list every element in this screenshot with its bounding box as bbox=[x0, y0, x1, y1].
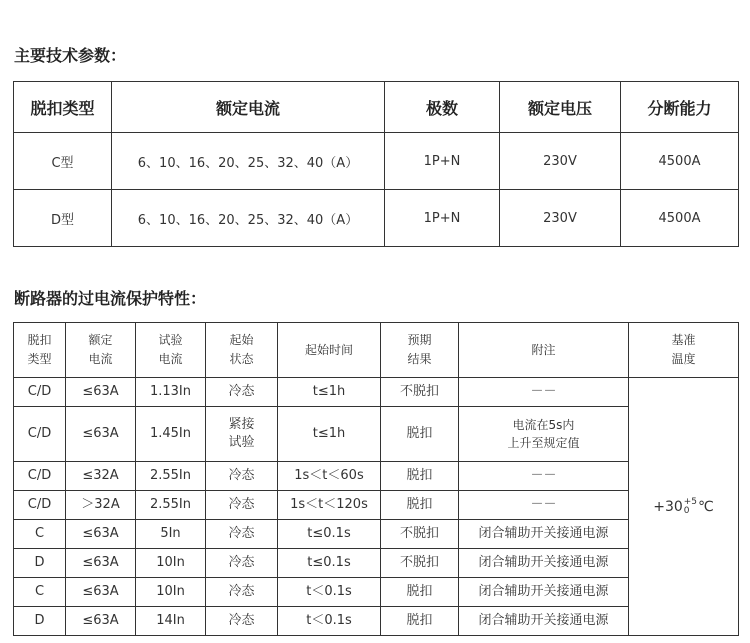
table-cell bbox=[136, 378, 206, 407]
cell-line: C/D bbox=[27, 497, 52, 512]
header-line: 状态 bbox=[229, 352, 254, 366]
table-cell bbox=[381, 491, 459, 520]
cell-line: 1.45In bbox=[149, 426, 192, 441]
cell-line: －－ bbox=[530, 468, 557, 483]
table-cell: 230V bbox=[500, 190, 621, 247]
header-cell bbox=[381, 323, 459, 378]
cell-line: ≤63A bbox=[82, 384, 119, 399]
header-cell bbox=[629, 323, 739, 378]
table-cell bbox=[381, 578, 459, 607]
cell-line: 1s＜t＜60s bbox=[294, 468, 364, 483]
table-cell bbox=[66, 491, 136, 520]
cell-line: 冷态 bbox=[228, 584, 255, 599]
header-line: 类型 bbox=[27, 352, 52, 366]
table-cell bbox=[459, 578, 629, 607]
table-cell bbox=[459, 407, 629, 462]
table-cell bbox=[206, 462, 278, 491]
table-cell bbox=[14, 407, 66, 462]
cell-line: ≤63A bbox=[82, 584, 119, 599]
header-trip-type: 脱扣类型 bbox=[14, 82, 112, 133]
header-rated-current: 额定电流 bbox=[112, 82, 385, 133]
table-cell bbox=[66, 549, 136, 578]
cell-line: 冷态 bbox=[228, 526, 255, 541]
cell-line: 紧接 bbox=[228, 417, 255, 432]
table-cell bbox=[459, 607, 629, 636]
table-cell bbox=[206, 407, 278, 462]
table-cell bbox=[136, 578, 206, 607]
header-cell bbox=[14, 323, 66, 378]
cell-line: ＞32A bbox=[81, 497, 120, 512]
cell-line: C/D bbox=[27, 384, 52, 399]
cell-line: C bbox=[34, 526, 45, 541]
table-header-row bbox=[14, 82, 739, 133]
header-line: 基准 bbox=[671, 333, 696, 347]
table-cell bbox=[14, 491, 66, 520]
cell-line: t≤0.1s bbox=[307, 555, 351, 570]
table-cell bbox=[66, 520, 136, 549]
table-header-row bbox=[14, 323, 739, 378]
table-cell bbox=[14, 578, 66, 607]
table-cell: 1P+N bbox=[385, 190, 500, 247]
table-cell bbox=[14, 462, 66, 491]
cell-line: ≤63A bbox=[82, 555, 119, 570]
table-cell bbox=[206, 491, 278, 520]
table-cell bbox=[278, 520, 381, 549]
table-cell bbox=[136, 520, 206, 549]
table-cell: 230V bbox=[500, 133, 621, 190]
cell-line: 冷态 bbox=[228, 497, 255, 512]
cell-line: C/D bbox=[27, 468, 52, 483]
table-cell bbox=[66, 578, 136, 607]
cell-line: t＜0.1s bbox=[306, 584, 352, 599]
cell-line: 闭合辅助开关接通电源 bbox=[478, 526, 609, 541]
table-cell bbox=[381, 378, 459, 407]
cell-line: 冷态 bbox=[228, 384, 255, 399]
table-cell bbox=[459, 378, 629, 407]
cell-line: t＜0.1s bbox=[306, 613, 352, 628]
header-cell bbox=[459, 323, 629, 378]
protection-title: 断路器的过电流保护特性： bbox=[14, 289, 207, 308]
cell-line: t≤0.1s bbox=[307, 526, 351, 541]
cell-line: ≤63A bbox=[82, 426, 119, 441]
table-cell bbox=[66, 407, 136, 462]
table-cell bbox=[14, 607, 66, 636]
header-line: 起始 bbox=[229, 333, 254, 347]
table-cell: 6、10、16、20、25、32、40（A） bbox=[112, 190, 385, 247]
table-cell bbox=[278, 462, 381, 491]
header-line: 试验 bbox=[158, 333, 183, 347]
table-cell bbox=[381, 607, 459, 636]
cell-line: 14In bbox=[156, 613, 185, 628]
table-cell bbox=[206, 607, 278, 636]
header-rated-voltage: 额定电压 bbox=[500, 82, 621, 133]
table-cell bbox=[381, 549, 459, 578]
table-row bbox=[14, 190, 739, 247]
table-cell bbox=[66, 378, 136, 407]
header-line: 电流 bbox=[158, 352, 183, 366]
cell-line: 不脱扣 bbox=[399, 555, 439, 570]
cell-line: 不脱扣 bbox=[399, 526, 439, 541]
header-cell bbox=[136, 323, 206, 378]
temp-sup: +5 bbox=[683, 496, 698, 507]
header-breaking-capacity: 分断能力 bbox=[621, 82, 739, 133]
cell-line: ≤63A bbox=[82, 526, 119, 541]
temp-sub: 0 bbox=[683, 505, 690, 516]
table-cell bbox=[206, 378, 278, 407]
cell-line: 脱扣 bbox=[406, 584, 433, 599]
header-line: 起始时间 bbox=[304, 342, 353, 357]
table-cell bbox=[136, 491, 206, 520]
temp-prefix: +30 bbox=[653, 498, 683, 515]
cell-line: ≤63A bbox=[82, 613, 119, 628]
table-cell bbox=[278, 578, 381, 607]
cell-line: 2.55In bbox=[149, 468, 192, 483]
cell-line: 冷态 bbox=[228, 468, 255, 483]
table-cell bbox=[14, 549, 66, 578]
cell-line: 5In bbox=[160, 526, 181, 541]
cell-line: 1s＜t＜120s bbox=[290, 497, 368, 512]
cell-line: 2.55In bbox=[149, 497, 192, 512]
cell-line: C bbox=[34, 584, 45, 599]
table-cell bbox=[206, 578, 278, 607]
temp-unit: ℃ bbox=[698, 498, 714, 515]
table-cell: 6、10、16、20、25、32、40（A） bbox=[112, 133, 385, 190]
header-poles: 极数 bbox=[385, 82, 500, 133]
table-cell bbox=[278, 378, 381, 407]
temp-tolerance bbox=[684, 498, 697, 516]
table-cell bbox=[459, 491, 629, 520]
cell-line: 闭合辅助开关接通电源 bbox=[478, 584, 609, 599]
table-cell: 4500A bbox=[621, 190, 739, 247]
header-cell bbox=[66, 323, 136, 378]
table-cell bbox=[206, 520, 278, 549]
main-params-title: 主要技术参数： bbox=[14, 46, 127, 65]
main-params-table bbox=[13, 81, 739, 247]
table-row bbox=[14, 133, 739, 190]
cell-line: 脱扣 bbox=[406, 426, 433, 441]
reference-temperature-cell bbox=[629, 378, 739, 636]
table-cell bbox=[278, 491, 381, 520]
table-cell bbox=[278, 607, 381, 636]
cell-line: t≤1h bbox=[312, 384, 346, 399]
table-cell bbox=[14, 520, 66, 549]
cell-line: 闭合辅助开关接通电源 bbox=[478, 613, 609, 628]
header-cell bbox=[206, 323, 278, 378]
cell-line: 脱扣 bbox=[406, 468, 433, 483]
table-cell bbox=[136, 407, 206, 462]
table-cell bbox=[459, 462, 629, 491]
cell-line: 上升至规定值 bbox=[507, 436, 580, 450]
table-cell bbox=[459, 549, 629, 578]
table-cell: C型 bbox=[14, 133, 112, 190]
table-cell: 4500A bbox=[621, 133, 739, 190]
table-cell: D型 bbox=[14, 190, 112, 247]
table-cell bbox=[381, 462, 459, 491]
header-line: 结果 bbox=[407, 352, 432, 366]
header-line: 脱扣 bbox=[27, 333, 52, 347]
cell-line: 电流在5s内 bbox=[512, 418, 575, 432]
header-cell bbox=[278, 323, 381, 378]
table-cell bbox=[381, 520, 459, 549]
table-cell bbox=[66, 462, 136, 491]
table-cell bbox=[206, 549, 278, 578]
header-line: 额定 bbox=[88, 333, 113, 347]
table-cell: 1P+N bbox=[385, 133, 500, 190]
cell-line: 脱扣 bbox=[406, 613, 433, 628]
table-cell bbox=[136, 462, 206, 491]
cell-line: D bbox=[34, 613, 45, 628]
header-line: 电流 bbox=[88, 352, 113, 366]
cell-line: 闭合辅助开关接通电源 bbox=[478, 555, 609, 570]
table-cell bbox=[136, 607, 206, 636]
cell-line: 冷态 bbox=[228, 613, 255, 628]
header-line: 温度 bbox=[671, 352, 696, 366]
table-cell bbox=[66, 607, 136, 636]
header-line: 附注 bbox=[531, 342, 556, 357]
cell-line: D bbox=[34, 555, 45, 570]
table-cell bbox=[278, 407, 381, 462]
table-row bbox=[14, 378, 739, 407]
cell-line: 冷态 bbox=[228, 555, 255, 570]
cell-line: －－ bbox=[530, 384, 557, 399]
table-cell bbox=[459, 520, 629, 549]
header-line: 预期 bbox=[407, 333, 432, 347]
table-cell bbox=[136, 549, 206, 578]
cell-line: 试验 bbox=[228, 435, 255, 450]
cell-line: ≤32A bbox=[82, 468, 119, 483]
cell-line: 脱扣 bbox=[406, 497, 433, 512]
cell-line: 10In bbox=[156, 584, 185, 599]
cell-line: t≤1h bbox=[312, 426, 346, 441]
cell-line: 10In bbox=[156, 555, 185, 570]
cell-line: C/D bbox=[27, 426, 52, 441]
protection-table bbox=[13, 322, 739, 636]
cell-line: 1.13In bbox=[149, 384, 192, 399]
table-cell bbox=[381, 407, 459, 462]
table-cell bbox=[278, 549, 381, 578]
cell-line: 不脱扣 bbox=[399, 384, 439, 399]
cell-line: －－ bbox=[530, 497, 557, 512]
table-cell bbox=[14, 378, 66, 407]
